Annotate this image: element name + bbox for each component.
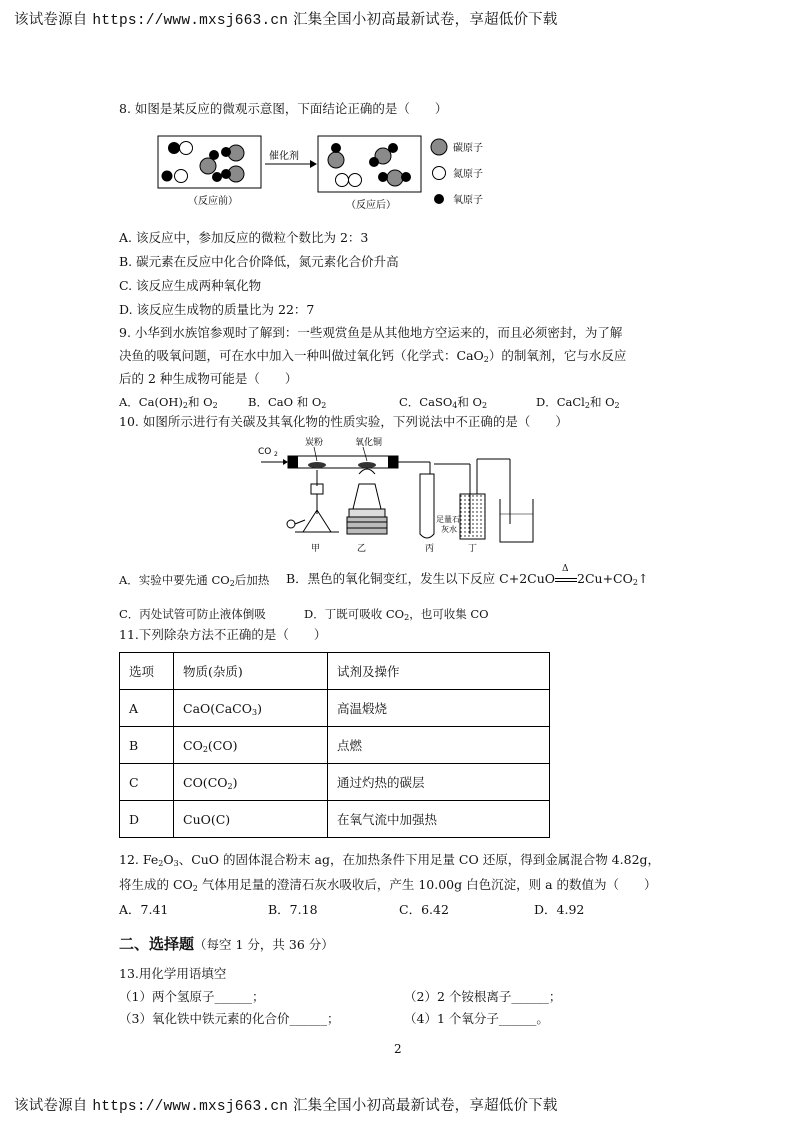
table-cell-option: D xyxy=(120,801,174,838)
q8-option-d: D. 该反应生成物的质量比为 22：7 xyxy=(119,302,315,317)
table-cell-option: B xyxy=(120,727,174,764)
table-cell-substance: $CO(CO_2)$ xyxy=(174,764,328,801)
q10-apparatus-diagram xyxy=(255,434,540,556)
legend-oxygen: 氧原子 xyxy=(453,195,483,206)
section-title: 二、选择题（每空 1 分，共 36 分） xyxy=(119,935,334,953)
q13-item-1: （1）两个氢原子______； xyxy=(119,989,265,1004)
table-row xyxy=(120,727,550,764)
page-number: 2 xyxy=(394,1042,402,1056)
table-cell-operation: 通过灼热的碳层 xyxy=(328,764,550,801)
q12-line1: 12. $Fe_2O_3$、CuO 的固体混合粉末 ag，在加热条件下用足量 CO 还原，得到金属混合物 4.82g， xyxy=(119,852,661,868)
table-header-cell: 物质(杂质) xyxy=(174,653,328,690)
page-footer: 该试卷源自 https://www.mxsj663.cn 汇集全国小初高最新试卷，享超低价下载 xyxy=(14,1098,558,1115)
svg-text:2: 2 xyxy=(274,451,278,458)
svg-text:丙: 丙 xyxy=(425,544,435,554)
q11-stem: 11.下列除杂方法不正确的是（ ） xyxy=(119,627,327,642)
q8-option-b: B. 碳元素在反应中化合价降低，氮元素化合价升高 xyxy=(119,254,399,269)
after-label: （反应后） xyxy=(346,200,396,211)
table-cell-substance: $CO_2(CO)$ xyxy=(174,727,328,764)
q12-option-b: B．7.18 xyxy=(268,902,318,917)
q8-option-c: C. 该反应生成两种氧化物 xyxy=(119,278,262,293)
catalyst-label: 催化剂 xyxy=(269,151,299,162)
table-header-cell: 选项 xyxy=(120,653,174,690)
q13-item-2: （2）2 个铵根离子______； xyxy=(404,989,562,1004)
q9-option-d: D．CaCl$_2$和 $O_2$ xyxy=(536,395,620,410)
q8-option-a: A. 该反应中，参加反应的微粒个数比为 2：3 xyxy=(119,230,369,245)
q13-stem: 13.用化学用语填空 xyxy=(119,966,227,981)
table-header-cell: 试剂及操作 xyxy=(328,653,550,690)
q12-option-a: A．7.41 xyxy=(119,902,169,917)
q9-option-b: B．CaO 和 $O_2$ xyxy=(248,395,327,410)
table-cell-option: C xyxy=(120,764,174,801)
source-link[interactable]: https://www.mxsj663.cn xyxy=(92,1099,289,1115)
q12-line2: 将生成的 $CO_2$ 气体用足量的澄清石灰水吸收后，产生 10.00g 白色沉淀，则 a 的数值为（ ） xyxy=(119,877,657,893)
q13-item-4: （4）1 个氧分子______。 xyxy=(404,1011,549,1026)
svg-text:丁: 丁 xyxy=(468,544,478,554)
q11-table xyxy=(119,652,550,838)
before-label: （反应前） xyxy=(188,196,238,207)
q12-option-d: D．4.92 xyxy=(534,902,585,917)
q9-option-a: A．$Ca(OH)_2$和 $O_2$ xyxy=(119,395,218,410)
legend-carbon: 碳原子 xyxy=(453,143,483,154)
q10-option-b: B．黑色的氧化铜变红，发生以下反应 C+2CuO Δ $2Cu+CO_2↑$ xyxy=(286,564,649,587)
table-cell-substance: CaO(CaCO$_3$) xyxy=(174,690,328,727)
svg-text:CO: CO xyxy=(258,447,272,457)
table-cell-operation: 高温煅烧 xyxy=(328,690,550,727)
q9-line3: 后的 2 种生成物可能是（ ） xyxy=(119,371,298,386)
table-cell-operation: 在氧气流中加强热 xyxy=(328,801,550,838)
table-row xyxy=(120,801,550,838)
q9-line1: 9. 小华到水族馆参观时了解到：一些观赏鱼是从其他地方空运来的，而且必须密封，为了解 xyxy=(119,325,623,340)
q12-option-c: C．6.42 xyxy=(399,902,449,917)
q10-option-c: C．丙处试管可防止液体倒吸 xyxy=(119,607,266,621)
source-link[interactable]: https://www.mxsj663.cn xyxy=(92,13,289,29)
svg-text:氧化铜: 氧化铜 xyxy=(355,438,383,448)
q13-item-3: （3）氧化铁中铁元素的化合价______； xyxy=(119,1011,340,1026)
table-header-row xyxy=(120,653,550,690)
legend-nitrogen: 氮原子 xyxy=(453,169,483,180)
svg-text:足量石: 足量石 xyxy=(436,515,460,524)
q8-stem: 8. 如图是某反应的微观示意图，下面结论正确的是（ ） xyxy=(119,101,448,116)
page-header: 该试卷源自 https://www.mxsj663.cn 汇集全国小初高最新试卷，享超低价下载 xyxy=(14,12,558,29)
table-row xyxy=(120,690,550,727)
svg-text:甲: 甲 xyxy=(311,544,321,554)
q10-stem: 10. 如图所示进行有关碳及其氧化物的性质实验，下列说法中不正确的是（ ） xyxy=(119,414,568,429)
table-row xyxy=(120,764,550,801)
q9-line2: 决鱼的吸氧问题，可在水中加入一种叫做过氧化钙（化学式：CaO$_2$）的制氧剂，它与水反应 xyxy=(119,348,627,364)
svg-text:炭粉: 炭粉 xyxy=(305,438,324,448)
q8-molecule-diagram xyxy=(150,128,510,214)
q9-option-c: C．CaSO$_4$和 $O_2$ xyxy=(399,395,488,410)
table-cell-option: A xyxy=(120,690,174,727)
q10-option-d: D．丁既可吸收 $CO_2$，也可收集 CO xyxy=(304,607,489,622)
svg-text:灰水: 灰水 xyxy=(441,525,457,534)
svg-text:乙: 乙 xyxy=(357,544,367,554)
table-cell-substance: CuO(C) xyxy=(174,801,328,838)
table-cell-operation: 点燃 xyxy=(328,727,550,764)
q10-option-a: A．实验中要先通 $CO_2$后加热 xyxy=(119,573,270,588)
